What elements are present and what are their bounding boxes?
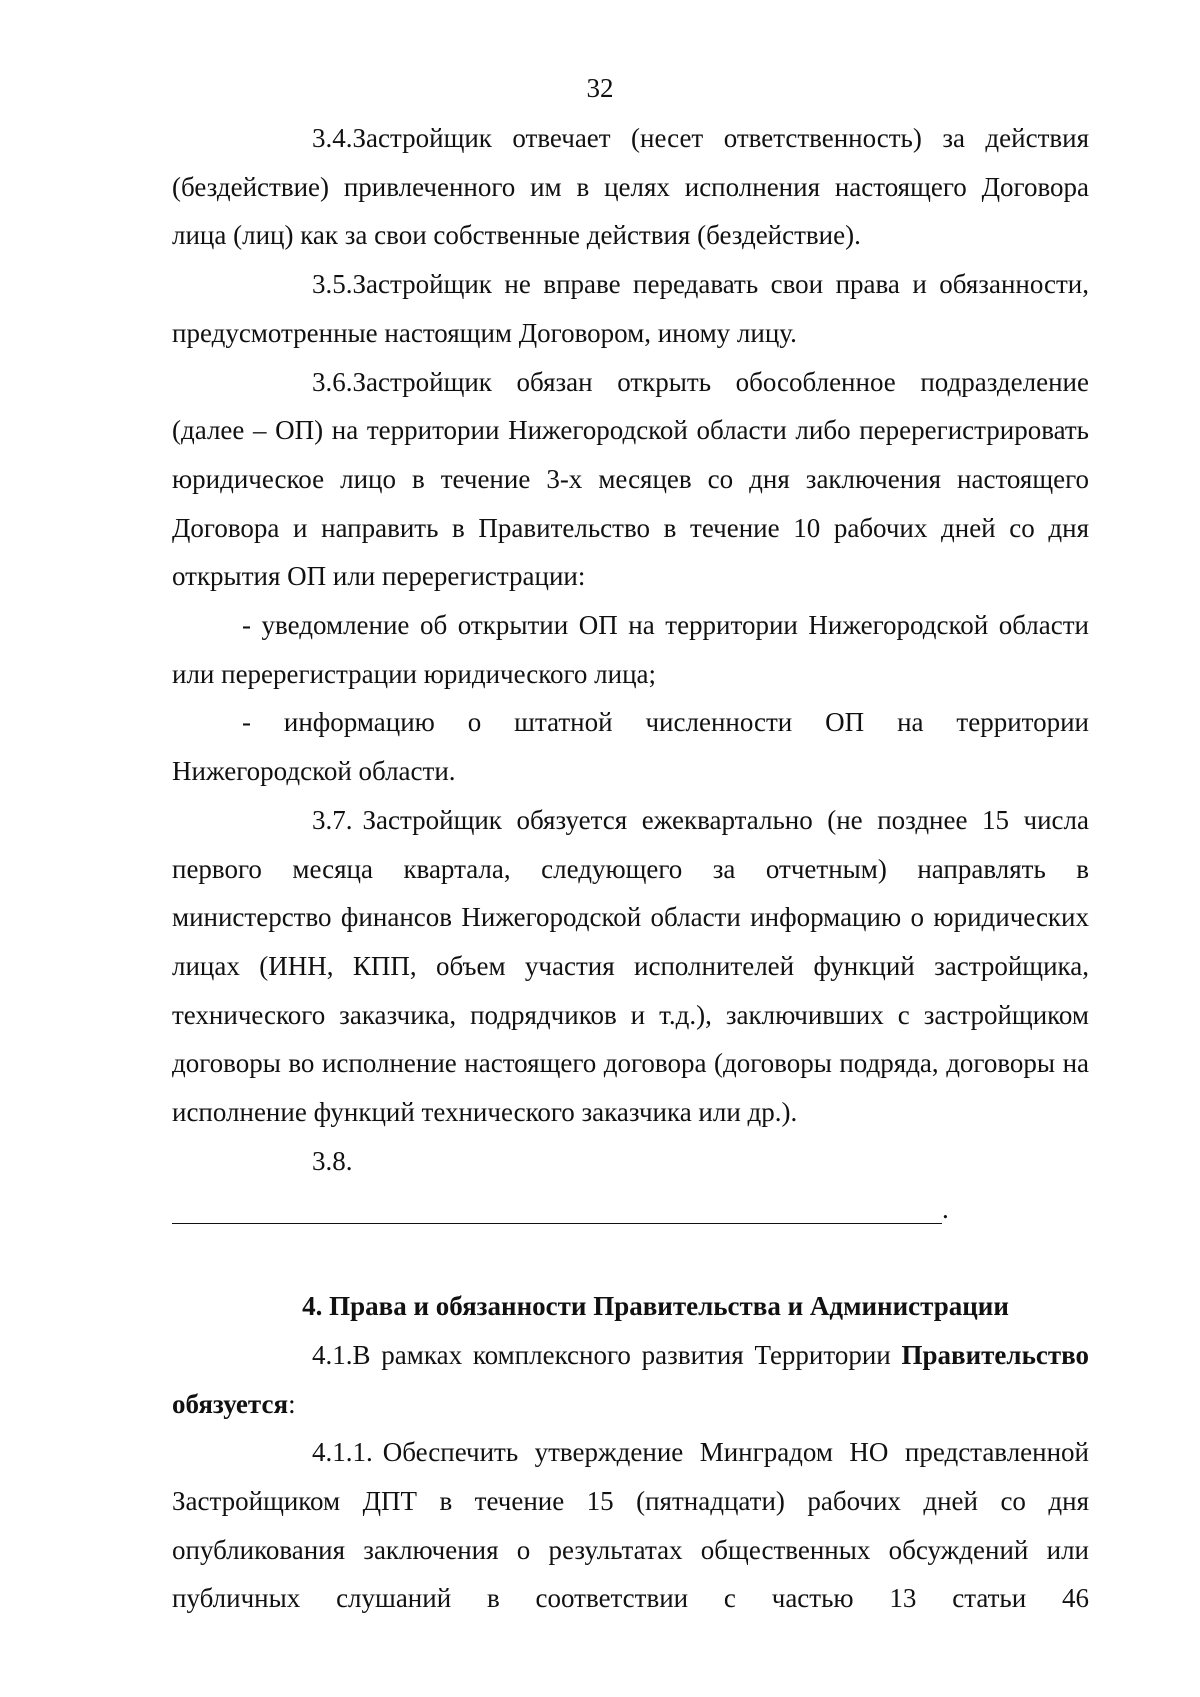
clause-number: 4.1.	[312, 1339, 353, 1370]
clause-4-1	[172, 1331, 1089, 1428]
clause-text: Застройщик обязуется ежеквартально (не позднее 15 числа первого месяца квартала, следующего за отчетным) направлять в министерство финансов Нижегородской области информацию о юридических лицах (ИНН, КПП, объем участия исполнителей функций застройщика, технического заказчика, подрядчиков и т.д.), заключивших с застройщиком договоры во исполнение настоящего договора (договоры подряда, договоры на исполнение функций технического заказчика или др.).	[172, 804, 1089, 1128]
clause-bold-text: Правительство обязуется	[172, 1339, 1089, 1419]
clause-number: 3.8.	[312, 1145, 353, 1176]
clause-text: Застройщик не вправе передавать свои права и обязанности, предусмотренные настоящим Договором, иному лицу.	[172, 269, 1089, 348]
clause-number: 4.1.1.	[312, 1437, 373, 1468]
clause-text: Застройщик обязан открыть обособленное подразделение (далее – ОП) на территории Нижегородской области либо перерегистрировать юридическое лицо в течение 3-х месяцев со дня заключения настоящего Договора и направить в Правительство в течение 10 рабочих дней со дня открытия ОП или перерегистрации:	[172, 366, 1089, 592]
clause-4-1-1	[172, 1428, 1089, 1623]
blank-fill-line	[172, 1193, 942, 1224]
clause-text: Застройщик отвечает (несет ответственность) за действия (бездействие) привлеченного им в целях исполнения настоящего Договора лица (лиц) как за свои собственные действия (бездействие).	[172, 123, 1089, 251]
clause-text: В рамках комплексного развития Территории	[352, 1339, 902, 1370]
clause-3-6-item-staff-info: - информацию о штатной численности ОП на территории Нижегородской области.	[172, 707, 1089, 787]
clause-end-mark: :	[288, 1388, 296, 1419]
page-number: 32	[586, 73, 614, 103]
clause-number: 3.7.	[312, 804, 353, 835]
clause-end-mark: .	[942, 1194, 949, 1225]
clause-3-6-item-notification: - уведомление об открытии ОП на территории Нижегородской области или перерегистрации юридического лица;	[172, 610, 1089, 689]
document-body	[172, 114, 1089, 1623]
clause-3-4	[172, 114, 1089, 260]
clause-3-6	[172, 358, 1089, 602]
clause-3-7	[172, 796, 1089, 1137]
clause-number: 3.6.	[312, 366, 353, 397]
clause-3-8	[172, 1137, 1089, 1234]
clause-number: 3.5.	[312, 269, 353, 300]
section-4-heading: 4. Права и обязанности Правительства и Администрации	[302, 1291, 1009, 1322]
clause-text: Обеспечить утверждение Минградом НО представленной Застройщиком ДПТ в течение 15 (пятнадцати) рабочих дней со дня опубликования заключения о результатах общественных обсуждений или публичных слушаний в соответствии с частью 13 статьи 46	[172, 1437, 1089, 1614]
clause-number: 3.4.	[312, 123, 353, 153]
clause-3-5	[172, 260, 1089, 357]
